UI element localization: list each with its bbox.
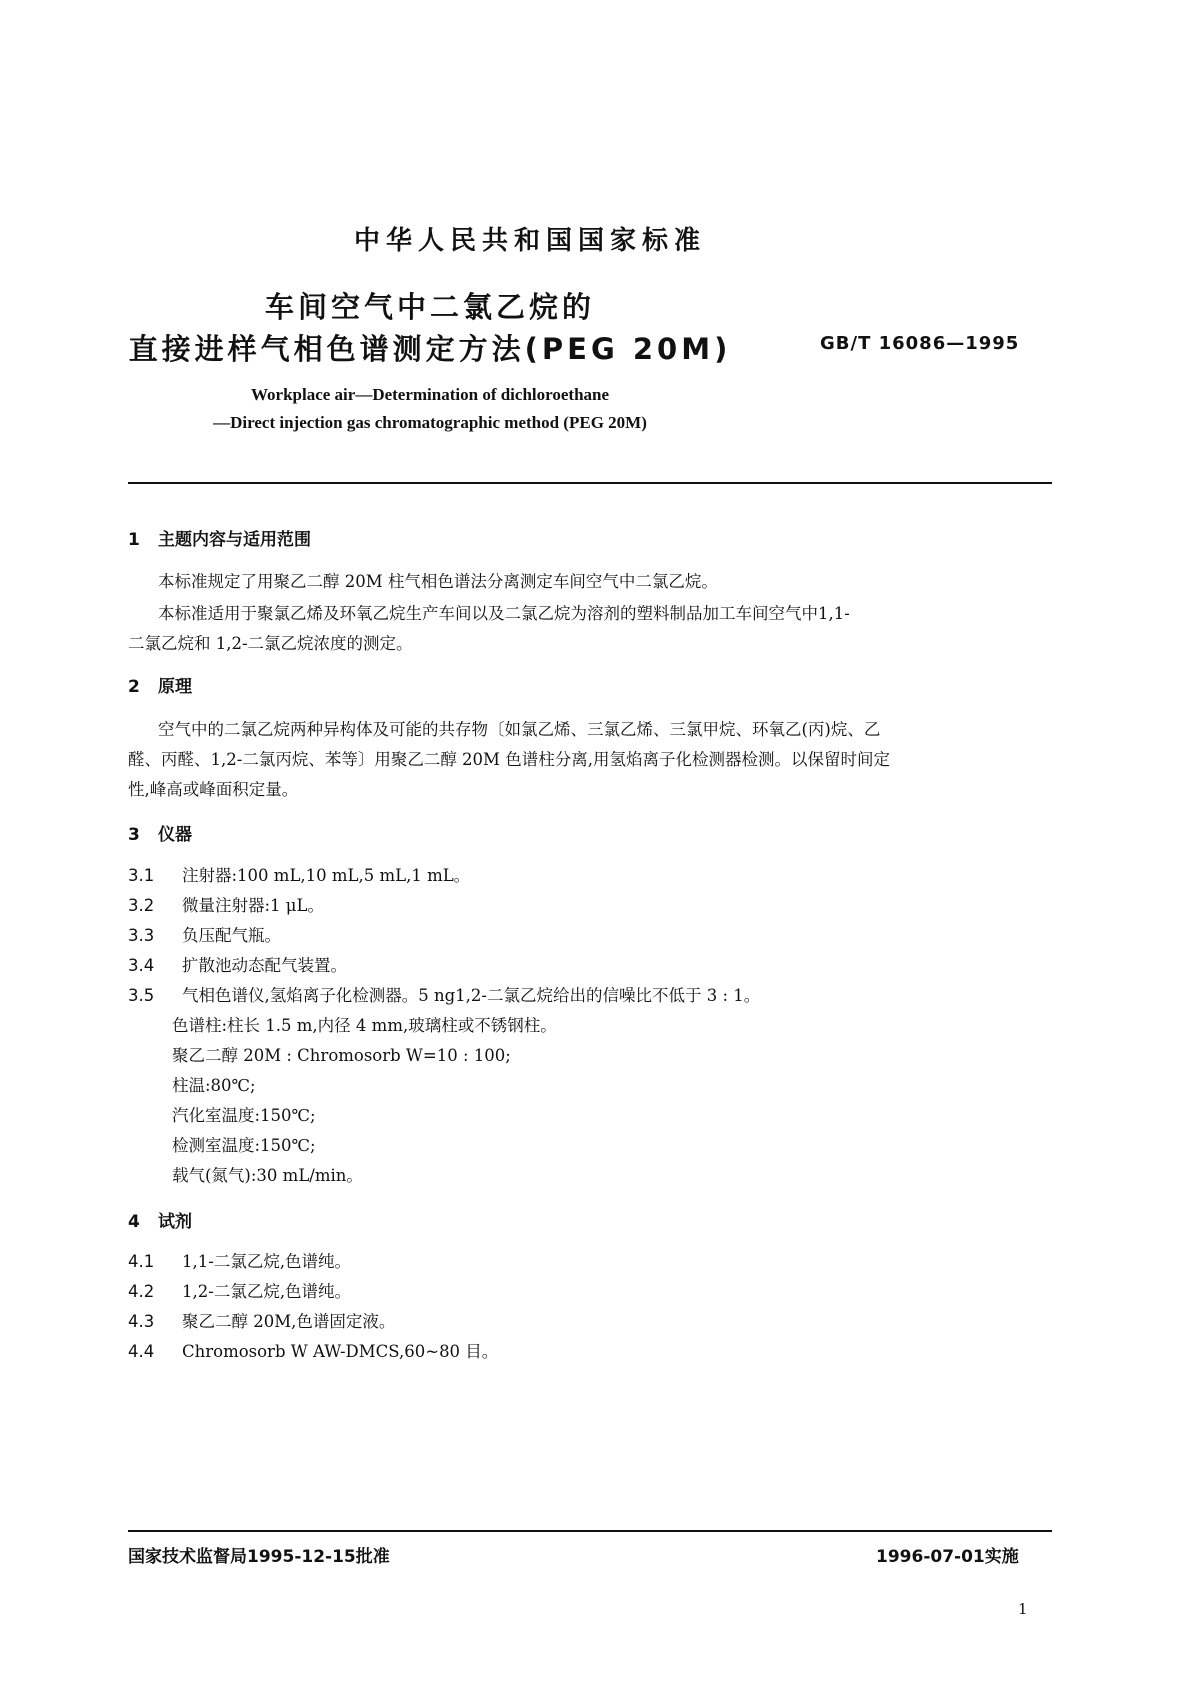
section-title: 主题内容与适用范围 bbox=[158, 530, 311, 550]
english-title-line-2: —Direct injection gas chromatographic method (PEG 20M) bbox=[213, 413, 647, 432]
item-text: 1,1-二氯乙烷,色谱纯。 bbox=[182, 1252, 352, 1271]
item-3-3 bbox=[128, 922, 281, 946]
item-text: 负压配气瓶。 bbox=[182, 926, 281, 945]
section-1-paragraph-2-line-2: 二氯乙烷和 1,2-二氯乙烷浓度的测定。 bbox=[128, 634, 413, 653]
standard-number: GB/T 16086—1995 bbox=[820, 333, 1020, 354]
item-number: 3.4 bbox=[128, 956, 155, 975]
item-4-4 bbox=[128, 1338, 498, 1362]
section-3-heading bbox=[128, 820, 192, 845]
footer-rule bbox=[128, 1530, 1052, 1532]
page-number: 1 bbox=[1018, 1600, 1028, 1618]
item-3-5 bbox=[128, 982, 760, 1006]
section-4-heading bbox=[128, 1207, 192, 1232]
section-2-line-1: 空气中的二氯乙烷两种异构体及可能的共存物〔如氯乙烯、三氯乙烯、三氯甲烷、环氧乙(丙)烷、乙 bbox=[158, 720, 881, 739]
title-line-1: 车间空气中二氯乙烷的 bbox=[264, 290, 595, 324]
national-standard-heading: 中华人民共和国国家标准 bbox=[353, 226, 706, 256]
item-number: 3.2 bbox=[128, 896, 155, 915]
section-number: 3 bbox=[128, 825, 140, 845]
section-title: 仪器 bbox=[158, 825, 192, 845]
item-text: 微量注射器:1 μL。 bbox=[182, 896, 324, 915]
item-3-4 bbox=[128, 952, 347, 976]
implementation-date: 1996-07-01实施 bbox=[876, 1547, 1019, 1567]
english-title-line-1: Workplace air—Determination of dichloroethane bbox=[250, 385, 610, 404]
item-number: 4.3 bbox=[128, 1312, 155, 1331]
item-text: 气相色谱仪,氢焰离子化检测器。5 ng1,2-二氯乙烷给出的信噪比不低于 3 : 1。 bbox=[182, 986, 761, 1005]
section-number: 1 bbox=[128, 530, 140, 550]
section-1-heading bbox=[128, 525, 311, 550]
section-2-line-3: 性,峰高或峰面积定量。 bbox=[128, 780, 299, 799]
item-4-3 bbox=[128, 1308, 395, 1332]
section-1-paragraph-1: 本标准规定了用聚乙二醇 20M 柱气相色谱法分离测定车间空气中二氯乙烷。 bbox=[158, 572, 718, 591]
stationary-phase-ratio: 聚乙二醇 20M : Chromosorb W=10 : 100; bbox=[172, 1046, 511, 1065]
section-2-heading bbox=[128, 672, 192, 697]
section-2-line-2: 醛、丙醛、1,2-二氯丙烷、苯等〕用聚乙二醇 20M 色谱柱分离,用氢焰离子化检测器检测。以保留时间定 bbox=[128, 750, 890, 769]
item-number: 3.3 bbox=[128, 926, 155, 945]
section-title: 原理 bbox=[158, 677, 192, 697]
item-number: 4.1 bbox=[128, 1252, 155, 1271]
section-1-paragraph-2-line-1: 本标准适用于聚氯乙烯及环氧乙烷生产车间以及二氯乙烷为溶剂的塑料制品加工车间空气中1,1- bbox=[158, 604, 850, 623]
item-text: 扩散池动态配气装置。 bbox=[182, 956, 347, 975]
item-4-2 bbox=[128, 1278, 351, 1302]
item-text: 注射器:100 mL,10 mL,5 mL,1 mL。 bbox=[182, 866, 471, 885]
approval-date: 国家技术监督局1995-12-15批准 bbox=[128, 1547, 390, 1567]
item-text: 1,2-二氯乙烷,色谱纯。 bbox=[182, 1282, 352, 1301]
vaporizer-temperature: 汽化室温度:150℃; bbox=[172, 1106, 316, 1125]
item-3-2 bbox=[128, 892, 324, 916]
item-number: 3.1 bbox=[128, 866, 155, 885]
column-temperature: 柱温:80℃; bbox=[172, 1076, 256, 1095]
section-number: 2 bbox=[128, 677, 140, 697]
item-number: 3.5 bbox=[128, 986, 155, 1005]
item-3-1 bbox=[128, 862, 470, 886]
section-number: 4 bbox=[128, 1212, 140, 1232]
title-line-2: 直接进样气相色谱测定方法(PEG 20M) bbox=[128, 332, 732, 366]
header-rule bbox=[128, 482, 1052, 484]
column-spec: 色谱柱:柱长 1.5 m,内径 4 mm,玻璃柱或不锈钢柱。 bbox=[172, 1016, 557, 1035]
carrier-gas: 载气(氮气):30 mL/min。 bbox=[172, 1166, 363, 1185]
item-number: 4.4 bbox=[128, 1342, 155, 1361]
item-text: 聚乙二醇 20M,色谱固定液。 bbox=[182, 1312, 396, 1331]
item-number: 4.2 bbox=[128, 1282, 155, 1301]
section-title: 试剂 bbox=[158, 1212, 192, 1232]
item-text: Chromosorb W AW-DMCS,60~80 目。 bbox=[182, 1342, 499, 1361]
item-4-1 bbox=[128, 1248, 351, 1272]
detector-temperature: 检测室温度:150℃; bbox=[172, 1136, 316, 1155]
